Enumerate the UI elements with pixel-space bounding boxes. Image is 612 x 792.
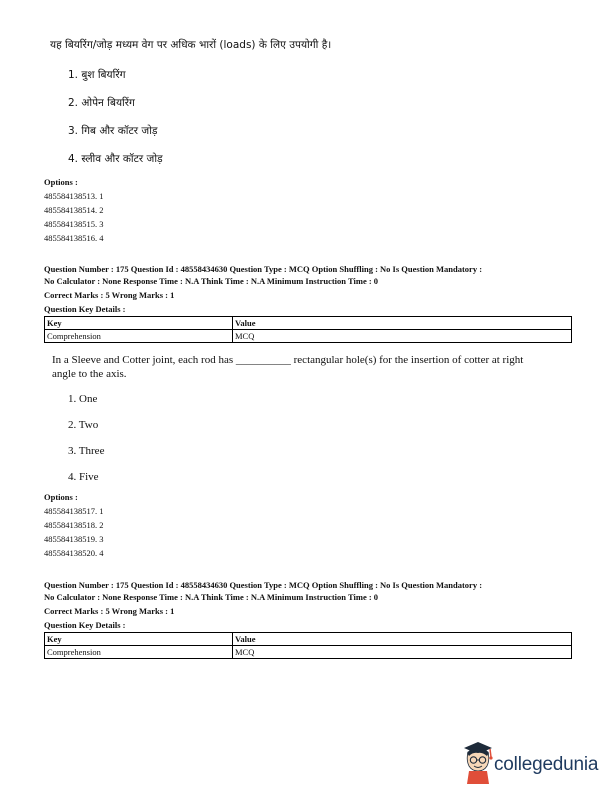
key-details-table: [44, 316, 572, 343]
question-b-line1: In a Sleeve and Cotter joint, each rod has __________ rectangular hole(s) for the insertion of cotter at right: [52, 354, 524, 366]
option-id: 485584138513. 1: [44, 191, 104, 201]
key-details-heading: Question Key Details :: [44, 304, 126, 314]
options-label: Options :: [44, 492, 78, 502]
option-id: 485584138516. 4: [44, 233, 104, 243]
choice-item: 4. Five: [68, 471, 99, 483]
key-details-table: [44, 632, 572, 659]
question-meta-line2: No Calculator : None Response Time : N.A Think Time : N.A Minimum Instruction Time : 0: [44, 592, 379, 602]
table-header-key: Key: [45, 633, 233, 646]
key-details-heading: Question Key Details :: [44, 620, 126, 630]
choice-item: 2. Two: [68, 419, 99, 431]
option-id: 485584138515. 3: [44, 219, 104, 229]
marks-line: Correct Marks : 5 Wrong Marks : 1: [44, 606, 175, 616]
option-id: 485584138514. 2: [44, 205, 104, 215]
table-header-key: Key: [45, 317, 233, 330]
question-meta-line1: Question Number : 175 Question Id : 48558434630 Question Type : MCQ Option Shuffling : No Is Question Mandatory :: [44, 264, 483, 274]
table-cell-key: Comprehension: [45, 330, 233, 343]
option-id: 485584138519. 3: [44, 534, 104, 544]
table-cell-value: MCQ: [233, 646, 572, 659]
question-a-text: यह बियरिंग/जोड़ मध्यम वेग पर अधिक भारों (loads) के लिए उपयोगी है।: [50, 39, 332, 51]
choice-item: 1. बुश बियरिंग: [68, 69, 126, 81]
question-meta-line1: Question Number : 175 Question Id : 48558434630 Question Type : MCQ Option Shuffling : No Is Question Mandatory :: [44, 580, 483, 590]
question-b-line2: angle to the axis.: [52, 368, 127, 380]
options-label: Options :: [44, 177, 78, 187]
choice-item: 1. One: [68, 393, 98, 405]
marks-line: Correct Marks : 5 Wrong Marks : 1: [44, 290, 175, 300]
choice-item: 2. ओपेन बियरिंग: [68, 97, 135, 109]
table-cell-value: MCQ: [233, 330, 572, 343]
option-id: 485584138517. 1: [44, 506, 104, 516]
option-id: 485584138520. 4: [44, 548, 104, 558]
question-meta-line2: No Calculator : None Response Time : N.A Think Time : N.A Minimum Instruction Time : 0: [44, 276, 379, 286]
option-id: 485584138518. 2: [44, 520, 104, 530]
brand-logo: collegedunia: [494, 754, 599, 775]
choice-item: 4. स्लीव और कॉटर जोड़: [68, 153, 163, 165]
choice-item: 3. Three: [68, 445, 105, 457]
table-header-value: Value: [233, 317, 572, 330]
student-mascot-icon: [458, 740, 496, 784]
table-cell-key: Comprehension: [45, 646, 233, 659]
table-header-value: Value: [233, 633, 572, 646]
choice-item: 3. गिब और कॉटर जोड़: [68, 125, 158, 137]
